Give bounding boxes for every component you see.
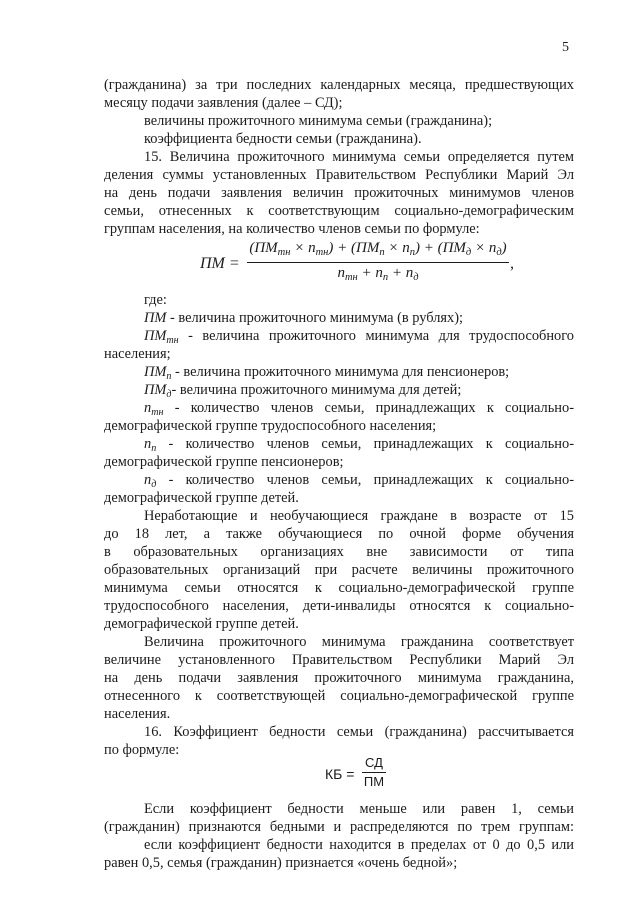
text-line: величины прожиточного минимума семьи (гражданина);: [144, 113, 493, 129]
text-line: образовательных организаций при расчете величины прожиточного: [104, 562, 574, 578]
definition-line: демографической группе пенсионеров;: [104, 454, 344, 470]
text-line: Неработающие и необучающиеся граждане в возрасте от 15: [144, 508, 574, 524]
text-line: трудоспособного населения, дети-инвалиды относятся к социально-: [104, 598, 574, 614]
text-line: равен 0,5, семья (гражданин) признается «очень бедной»;: [104, 855, 458, 871]
text-line: коэффициента бедности семьи (гражданина).: [144, 131, 422, 147]
definition-line: ПМ - величина прожиточного минимума (в рублях);: [144, 310, 464, 326]
section-16-heading: 16. Коэффициент бедности семьи (гражданина) рассчитывается: [144, 724, 574, 740]
definition-line: $ПМ_{тн}$ - величина прожиточного минимума для трудоспособного: [144, 328, 574, 346]
text-line: Величина прожиточного минимума гражданина соответствует: [144, 634, 574, 650]
text-line: демографической группе детей.: [104, 616, 299, 632]
definition-line: демографической группе детей.: [104, 490, 299, 506]
text-line: величине установленного Правительством Республики Марий Эл: [104, 652, 574, 668]
text-line: минимума семьи относятся к социально-демографической группе: [104, 580, 574, 596]
definition-line: $ПМ_п$ - величина прожиточного минимума для пенсионеров;: [144, 364, 510, 382]
text-line: отнесенного к соответствующей социально-демографической группе: [104, 688, 574, 704]
formula-pm-numerator: $(ПМ_{тн} \times n_{тн}) + (ПМ_п \times n_п) + (ПМ_д \times n_д)$: [249, 240, 507, 258]
text-line: где:: [144, 292, 167, 308]
text-line: до 18 лет, а также обучающиеся по очной форме обучения: [104, 526, 574, 542]
text-line: населения.: [104, 706, 171, 722]
definition-line: демографической группе трудоспособного населения;: [104, 418, 437, 434]
formula-kb-denominator: ПМ: [363, 774, 385, 789]
formula-kb-numerator: СД: [365, 755, 383, 770]
text-line: в образовательных организациях вне зависимости от типа: [104, 544, 574, 560]
text-line: (гражданин) признаются бедными и распределяются по трем группам:: [104, 819, 574, 835]
definition-line: $n_{тн}$ - количество членов семьи, принадлежащих к социально-: [144, 400, 574, 418]
text-line: по формуле:: [104, 742, 180, 758]
formula-kb-lhs: КБ =: [325, 766, 355, 782]
definition-line: населения;: [104, 346, 171, 362]
text-line: если коэффициент бедности находится в пределах от 0 до 0,5 или: [144, 837, 574, 853]
text-line: семьи, отнесенных к соответствующим социально-демографическим: [104, 203, 574, 219]
page-number: 5: [562, 40, 569, 55]
formula-pm-denominator: $n_{тн} + n_п + n_д$: [337, 265, 419, 283]
definition-line: $ПМ_д-$ величина прожиточного минимума для детей;: [144, 382, 462, 400]
definition-line: $n_п$ - количество членов семьи, принадлежащих к социально-: [144, 436, 574, 454]
text-line: месяцу подачи заявления (далее – СД);: [104, 95, 343, 111]
definition-line: $n_д$ - количество членов семьи, принадлежащих к социально-: [144, 472, 574, 490]
text-line: на день подачи заявления величин прожиточных минимумов членов: [104, 185, 574, 201]
formula-pm-comma: ,: [510, 255, 514, 272]
fraction-bar: [247, 262, 509, 263]
text-line: (гражданина) за три последних календарных месяца, предшествующих: [104, 77, 574, 93]
text-line: Если коэффициент бедности меньше или равен 1, семьи: [144, 801, 574, 817]
formula-pm-lhs: ПМ =: [200, 255, 240, 272]
section-15-heading: 15. Величина прожиточного минимума семьи определяется путем: [144, 149, 574, 165]
text-line: деления суммы установленных Правительством Республики Марий Эл: [104, 167, 574, 183]
text-line: группам населения, на количество членов семьи по формуле:: [104, 221, 480, 237]
fraction-bar: [362, 772, 386, 773]
text-line: на день подачи заявления прожиточного минимума гражданина,: [104, 670, 574, 686]
